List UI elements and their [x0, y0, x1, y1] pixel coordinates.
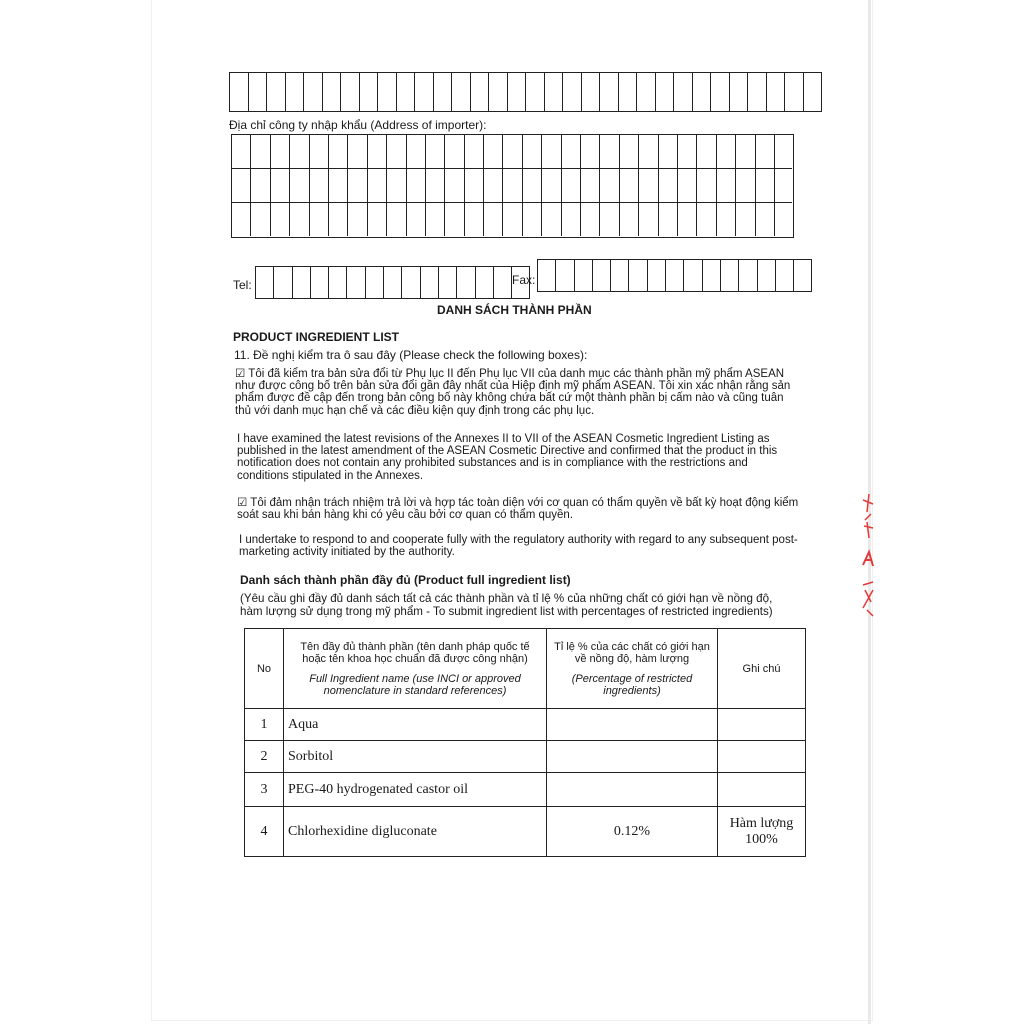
address-grid[interactable] — [231, 134, 794, 238]
check2-vi: ☑ Tôi đảm nhận trách nhiệm trả lời và hợp tác toàn diện với cơ quan có thẩm quyền về bất kỳ hoạt động kiểm soát sau khi bán hàng khi có yêu cầu bởi cơ quan có thẩm quyền. — [237, 497, 799, 522]
check1-en: I have examined the latest revisions of the Annexes II to VII of the ASEAN Cosmetic Ingredient Listing as published in the latest amendment of the ASEAN Cosmetic Directive and confirmed that the product in this notification does not contain any prohibited substances and is in compliance with the restrictions and conditions stipulated in the Annexes. — [237, 433, 778, 482]
row-name: Aqua — [284, 709, 547, 741]
row-note — [718, 709, 806, 741]
row-pct — [547, 741, 718, 773]
header-pct-vi: Tỉ lệ % của các chất có giới hạn về nồng độ, hàm lượng — [554, 640, 710, 665]
row-note — [718, 741, 806, 773]
full-list-title: Danh sách thành phần đầy đủ (Product full ingredient list) — [240, 573, 571, 587]
row-note: Hàm lượng 100% — [718, 807, 806, 857]
full-list-note-1: (Yêu cầu ghi đầy đủ danh sách tất cả các thành phần và tỉ lệ % của những chất có giới hạn về nồng độ, — [240, 592, 773, 605]
red-stamp-fragment — [855, 490, 877, 620]
table-row — [245, 709, 806, 741]
row-pct — [547, 773, 718, 807]
fax-label: Fax: — [512, 273, 536, 287]
table-header-row — [245, 629, 806, 709]
tel-label: Tel: — [233, 278, 252, 292]
row-no: 1 — [245, 709, 284, 741]
section-title-en: PRODUCT INGREDIENT LIST — [233, 330, 400, 344]
item-11-instruction: 11. Đề nghị kiểm tra ô sau đây (Please check the following boxes): — [234, 348, 588, 362]
fax-boxes[interactable] — [537, 259, 812, 292]
table-row — [245, 807, 806, 857]
address-label: Địa chỉ công ty nhập khẩu (Address of importer): — [229, 118, 487, 132]
row-no: 4 — [245, 807, 284, 857]
header-name-en: Full Ingredient name (use INCI or approved nomenclature in standard references) — [309, 672, 521, 697]
importer-name-boxes[interactable] — [229, 72, 822, 112]
row-no: 3 — [245, 773, 284, 807]
header-pct — [547, 629, 718, 709]
row-note — [718, 773, 806, 807]
table-row — [245, 741, 806, 773]
row-pct — [547, 709, 718, 741]
header-note: Ghi chú — [718, 629, 806, 709]
section-title-vi: DANH SÁCH THÀNH PHẦN — [437, 303, 592, 317]
tel-boxes[interactable] — [255, 266, 530, 299]
ingredient-table — [244, 628, 806, 857]
row-name: Sorbitol — [284, 741, 547, 773]
table-row — [245, 773, 806, 807]
header-pct-en: (Percentage of restricted ingredients) — [571, 672, 693, 697]
row-name: Chlorhexidine digluconate — [284, 807, 547, 857]
row-no: 2 — [245, 741, 284, 773]
full-list-note-2: hàm lượng sử dụng trong mỹ phẩm - To submit ingredient list with percentages of restricted ingredients) — [240, 605, 773, 618]
header-name — [284, 629, 547, 709]
header-name-vi: Tên đầy đủ thành phần (tên danh pháp quốc tế hoặc tên khoa học chuẩn đã được công nhận) — [300, 640, 530, 665]
row-pct: 0.12% — [547, 807, 718, 857]
check1-vi: ☑ Tôi đã kiểm tra bản sửa đổi từ Phụ lục II đến Phụ lục VII của danh mục các thành phần mỹ phẩm ASEAN như được công bố trên bản sửa đổi gần đây nhất của Hiệp định mỹ phẩm ASEAN. Tôi xin xác nhận rằng sản phẩm được đề cập đến trong bản công bố này không chứa bất cứ một thành phần bị cấm nào và cũng tuân thủ với danh mục hạn chế và các điều kiện quy định trong các phụ lục. — [235, 368, 791, 417]
check2-en: I undertake to respond to and cooperate fully with the regulatory authority with regard to any subsequent post-marketing activity initiated by the authority. — [239, 534, 798, 559]
row-name: PEG-40 hydrogenated castor oil — [284, 773, 547, 807]
header-no: No — [245, 629, 284, 709]
